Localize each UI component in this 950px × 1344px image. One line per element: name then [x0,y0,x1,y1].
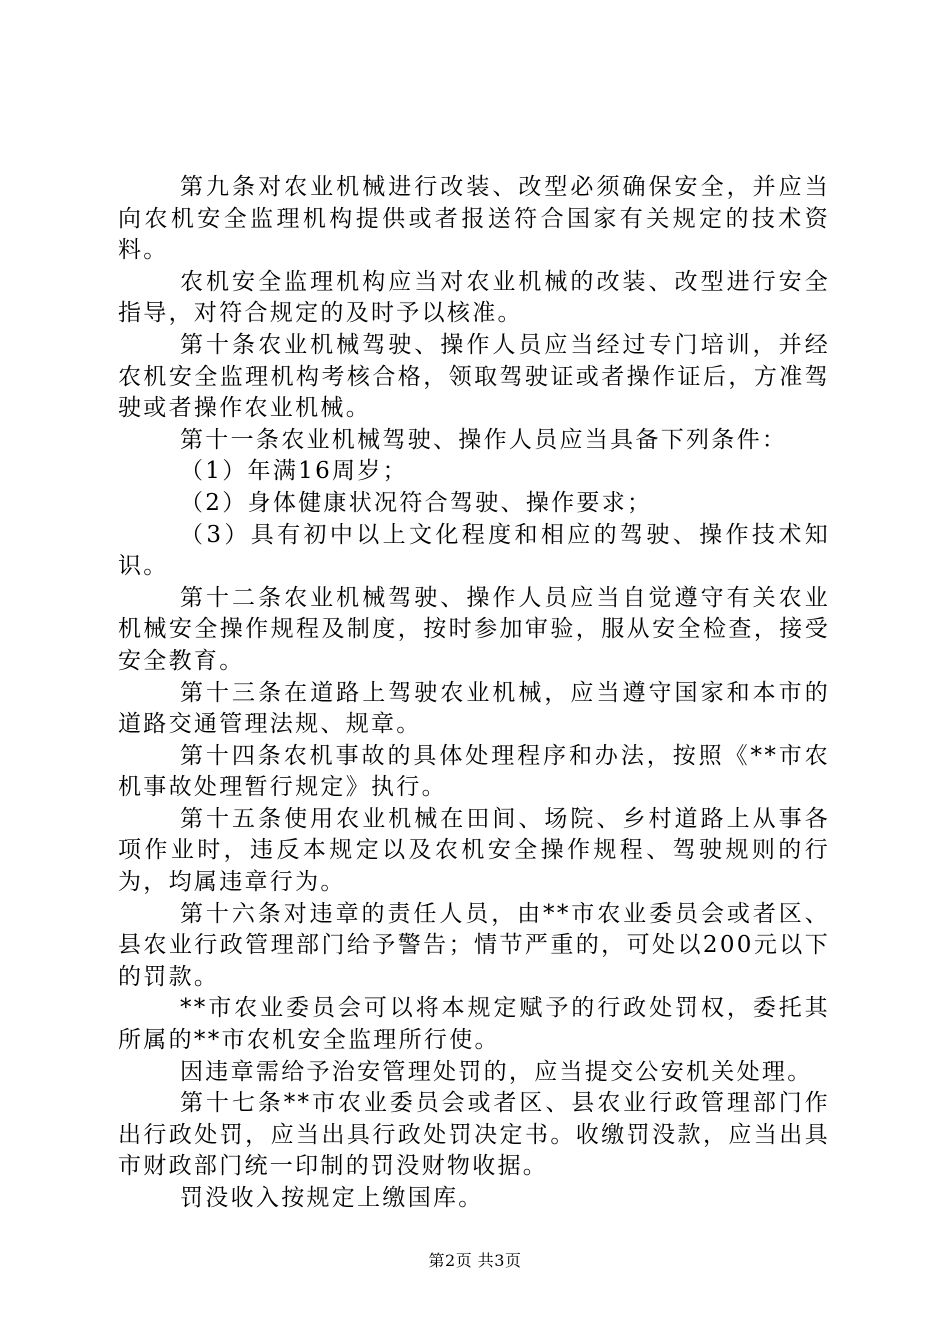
list-item-condition-1: （1）年满16周岁； [180,458,408,485]
paragraph-article-9: 第九条对农业机械进行改装、改型必须确保安全，并应当向农机安全监理机构提供或者报送符合国家有关规定的技术资料。 [118,174,830,264]
paragraph-article-10: 第十条农业机械驾驶、操作人员应当经过专门培训，并经农机安全监理机构考核合格，领取驾驶证或者操作证后，方准驾驶或者操作农业机械。 [118,331,830,422]
list-item-condition-3: （3）具有初中以上文化程度和相应的驾驶、操作技术知识。 [118,521,830,580]
paragraph-article-14: 第十四条农机事故的具体处理程序和办法，按照《**市农机事故处理暂行规定》执行。 [118,742,830,801]
document-body [118,172,830,1215]
paragraph-article-16: 第十六条对违章的责任人员，由**市农业委员会或者区、县农业行政管理部门给予警告；情节严重的，可处以200元以下的罚款。 [118,900,830,990]
paragraph-article-9-supervision: 农机安全监理机构应当对农业机械的改装、改型进行安全指导，对符合规定的及时予以核准。 [118,268,830,327]
list-item-condition-2: （2）身体健康状况符合驾驶、操作要求； [180,489,653,516]
paragraph-article-17-treasury: 罚没收入按规定上缴国库。 [180,1185,484,1211]
paragraph-article-16-public-security: 因违章需给予治安管理处罚的，应当提交公安机关处理。 [180,1058,813,1085]
page-number-footer: 第2页 共3页 [428,1251,522,1270]
paragraph-article-17: 第十七条**市农业委员会或者区、县农业行政管理部门作出行政处罚，应当出具行政处罚决定书。收缴罚没款，应当出具市财政部门统一印制的罚没财物收据。 [118,1090,830,1180]
paragraph-article-16-delegation: **市农业委员会可以将本规定赋予的行政处罚权，委托其所属的**市农机安全监理所行使。 [118,995,830,1054]
paragraph-article-15: 第十五条使用农业机械在田间、场院、乡村道路上从事各项作业时，违反本规定以及农机安全操作规程、驾驶规则的行为，均属违章行为。 [118,805,830,896]
paragraph-article-11: 第十一条农业机械驾驶、操作人员应当具备下列条件： [180,426,788,453]
paragraph-article-13: 第十三条在道路上驾驶农业机械，应当遵守国家和本市的道路交通管理法规、规章。 [118,679,830,738]
paragraph-article-12: 第十二条农业机械驾驶、操作人员应当自觉遵守有关农业机械安全操作规程及制度，按时参加审验，服从安全检查，接受安全教育。 [118,584,830,674]
